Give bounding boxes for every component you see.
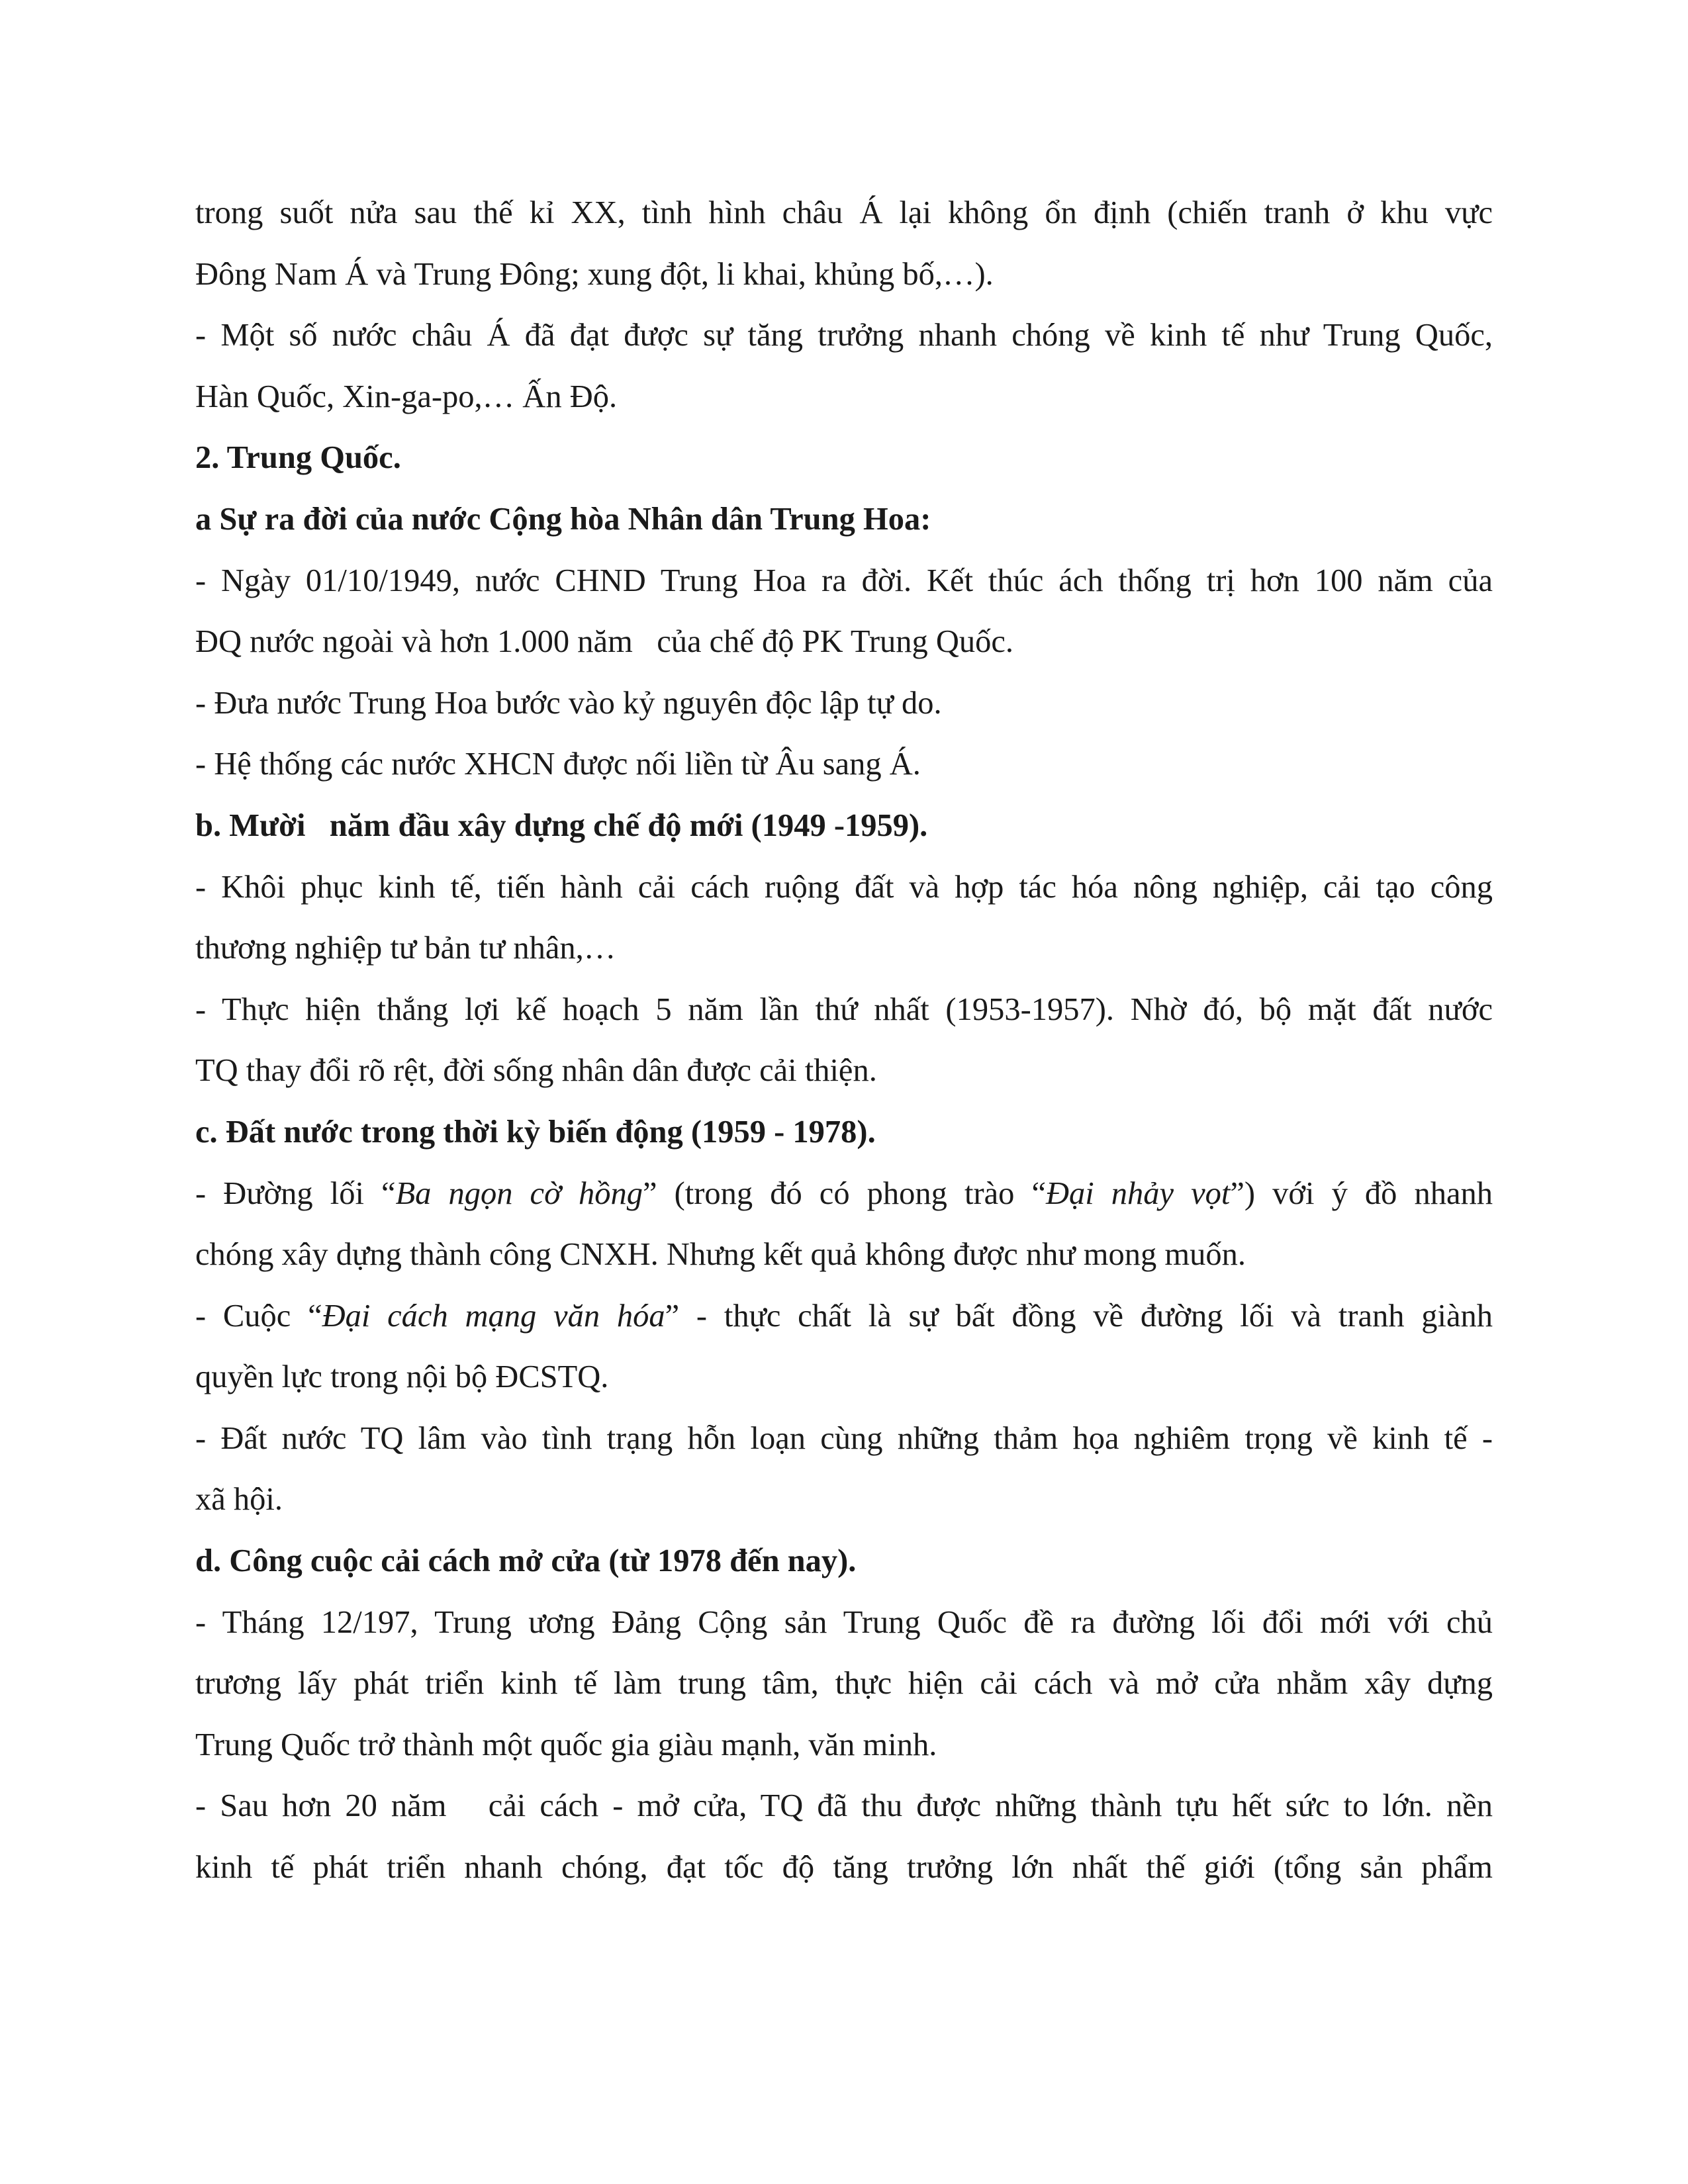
paragraph-line: - Một số nước châu Á đã đạt được sự tăng trưởng nhanh chóng về kinh tế như Trung Quốc, (195, 318, 1493, 353)
paragraph-line: Trung Quốc trở thành một quốc gia giàu mạnh, văn minh. (195, 1727, 937, 1762)
subsection-heading-d: d. Công cuộc cải cách mở cửa (từ 1978 đến nay). (195, 1543, 857, 1579)
paragraph-line: - Khôi phục kinh tế, tiến hành cải cách ruộng đất và hợp tác hóa nông nghiệp, cải tạo công (195, 869, 1493, 905)
subsection-heading-c: c. Đất nước trong thời kỳ biến động (1959 - 1978). (195, 1114, 876, 1150)
paragraph-line: TQ thay đổi rõ rệt, đời sống nhân dân được cải thiện. (195, 1053, 877, 1089)
paragraph-line: chóng xây dựng thành công CNXH. Nhưng kết quả không được như mong muốn. (195, 1237, 1246, 1273)
paragraph-line: - Ngày 01/10/1949, nước CHND Trung Hoa ra đời. Kết thúc ách thống trị hơn 100 năm của (195, 563, 1493, 598)
document-page (195, 183, 1493, 1899)
paragraph-line: - Thực hiện thắng lợi kế hoạch 5 năm lần thứ nhất (1953-1957). Nhờ đó, bộ mặt đất nước (195, 991, 1493, 1027)
text-run: ” (trong đó có phong trào “ (643, 1175, 1046, 1211)
paragraph-line: kinh tế phát triển nhanh chóng, đạt tốc độ tăng trưởng lớn nhất thế giới (tổng sản phẩm (195, 1850, 1493, 1886)
paragraph-line: thương nghiệp tư bản tư nhân,… (195, 931, 616, 966)
text-run: - Cuộc “ (195, 1298, 322, 1334)
italic-term: Ba ngọn cờ hồng (395, 1175, 643, 1211)
subsection-heading-b: b. Mười năm đầu xây dựng chế độ mới (1949 -1959). (195, 807, 928, 843)
text-run: ”) với ý đồ nhanh (1230, 1175, 1493, 1211)
text-run: - Đường lối “ (195, 1175, 396, 1211)
paragraph-line: - Sau hơn 20 năm cải cách - mở cửa, TQ đã thu được những thành tựu hết sức to lớn. nền (195, 1788, 1493, 1824)
section-heading-trung-quoc: 2. Trung Quốc. (195, 440, 401, 476)
text-run: ” - thực chất là sự bất đồng về đường lối và tranh giành (665, 1298, 1493, 1334)
italic-term: Đại cách mạng văn hóa (322, 1298, 665, 1334)
paragraph-line: - Đưa nước Trung Hoa bước vào kỷ nguyên độc lập tự do. (195, 685, 942, 721)
paragraph-line: Đông Nam Á và Trung Đông; xung đột, li khai, khủng bố,…). (195, 256, 994, 292)
paragraph-line: Hàn Quốc, Xin-ga-po,… Ấn Độ. (195, 379, 618, 414)
paragraph-line: ĐQ nước ngoài và hơn 1.000 năm của chế độ PK Trung Quốc. (195, 624, 1014, 660)
paragraph-line: quyền lực trong nội bộ ĐCSTQ. (195, 1359, 609, 1395)
paragraph-line: xã hội. (195, 1482, 283, 1518)
subsection-heading-a: a Sự ra đời của nước Cộng hòa Nhân dân Trung Hoa: (195, 501, 931, 537)
paragraph-line: - Hệ thống các nước XHCN được nối liền từ Âu sang Á. (195, 747, 921, 782)
italic-term: Đại nhảy vọt (1045, 1175, 1231, 1211)
paragraph-line: trong suốt nửa sau thế kỉ XX, tình hình châu Á lại không ổn định (chiến tranh ở khu vực (195, 195, 1493, 230)
paragraph-line-mixed (195, 1286, 1493, 1347)
paragraph-line-mixed (195, 1163, 1493, 1225)
paragraph-line: - Tháng 12/197, Trung ương Đảng Cộng sản Trung Quốc đề ra đường lối đổi mới với chủ (195, 1604, 1493, 1640)
paragraph-line: trương lấy phát triển kinh tế làm trung tâm, thực hiện cải cách và mở cửa nhằm xây dựng (195, 1666, 1493, 1702)
paragraph-line: - Đất nước TQ lâm vào tình trạng hỗn loạn cùng những thảm họa nghiêm trọng về kinh tế - (195, 1420, 1493, 1456)
